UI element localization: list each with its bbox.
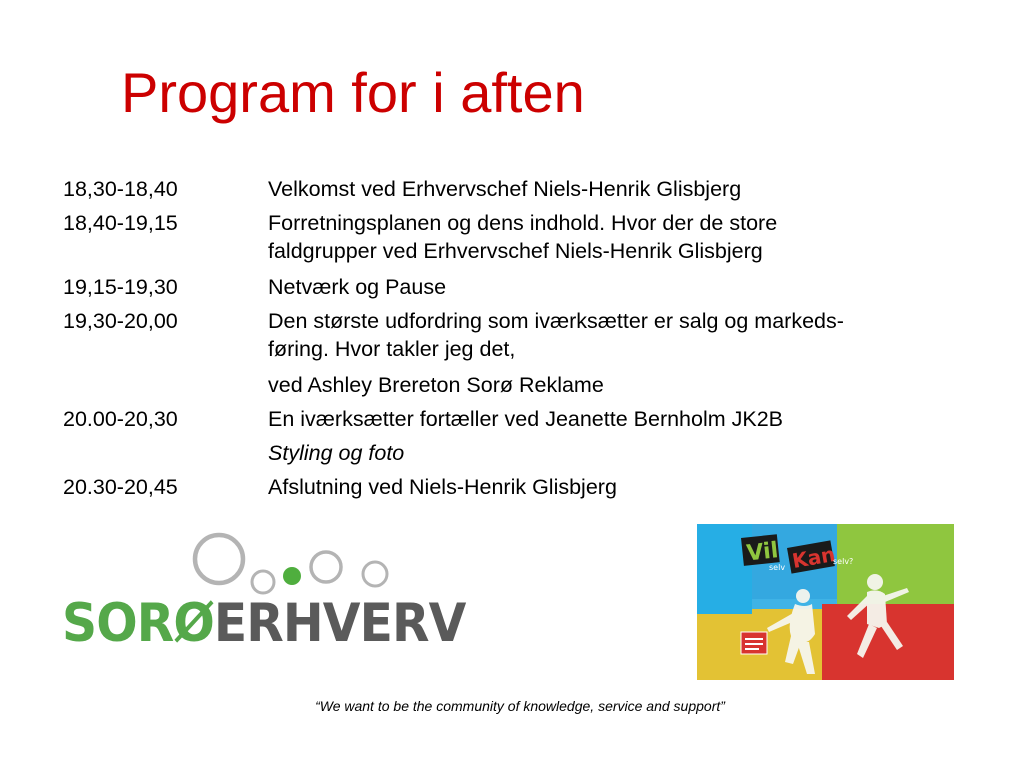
agenda-description	[268, 307, 973, 363]
agenda-time	[63, 369, 268, 401]
agenda-row	[63, 403, 973, 435]
agenda-description	[268, 173, 973, 205]
agenda-time: 18,40-19,15	[63, 211, 178, 235]
agenda-description-line: Velkomst ved Erhvervschef Niels-Henrik Glisbjerg	[268, 177, 742, 201]
agenda-description	[268, 403, 973, 435]
logo-circles-icon	[60, 528, 410, 598]
agenda-time: 20.30-20,45	[63, 475, 178, 499]
poster-illustration-icon	[697, 524, 954, 680]
agenda-description-line: Forretningsplanen og dens indhold. Hvor der de store	[268, 211, 778, 235]
logo-wordmark	[62, 594, 465, 654]
agenda-description-line: faldgrupper ved Erhvervschef Niels-Henrik Glisbjerg	[268, 239, 763, 263]
agenda-row	[63, 271, 973, 303]
poster-word-vil: Vil	[745, 538, 780, 567]
footer-quote: “We want to be the community of knowledge, service and support”	[315, 698, 725, 714]
agenda-description-line: Styling og foto	[268, 441, 405, 465]
soroe-erhverv-logo	[60, 528, 466, 663]
agenda-time: 20.00-20,30	[63, 407, 178, 431]
agenda-description	[268, 471, 973, 503]
vil-kan-poster-image	[697, 524, 954, 680]
agenda-time: 18,30-18,40	[63, 177, 178, 201]
agenda-description	[268, 437, 973, 469]
poster-word-selv: selv	[769, 563, 786, 572]
agenda-description-line: ved Ashley Brereton Sorø Reklame	[268, 373, 604, 397]
agenda-description-line: føring. Hvor takler jeg det,	[268, 337, 516, 361]
agenda-description-line: Den største udfordring som iværksætter er salg og markeds-	[268, 309, 844, 333]
agenda-description-line: Afslutning ved Niels-Henrik Glisbjerg	[268, 475, 617, 499]
poster-word-kan: Kan	[790, 541, 838, 574]
agenda-row	[63, 471, 973, 503]
agenda-description	[268, 369, 973, 401]
agenda-row	[63, 437, 973, 469]
agenda-description	[268, 209, 973, 265]
agenda-list	[63, 173, 973, 503]
agenda-time: 19,30-20,00	[63, 309, 178, 333]
agenda-description-line: En iværksætter fortæller ved Jeanette Bernholm JK2B	[268, 407, 784, 431]
logo-text-erhverv: ERHVERV	[213, 593, 466, 654]
agenda-description-line: Netværk og Pause	[268, 275, 447, 299]
agenda-row	[63, 209, 973, 265]
poster-word-selv-question: selv?	[833, 557, 854, 566]
agenda-description	[268, 271, 973, 303]
agenda-row	[63, 307, 973, 363]
agenda-row	[63, 173, 973, 205]
agenda-row	[63, 369, 973, 401]
slide-title: Program for i aften	[121, 61, 585, 124]
logo-text-soroe: SORØ	[62, 593, 214, 654]
agenda-time: 19,15-19,30	[63, 275, 178, 299]
agenda-time	[63, 437, 268, 469]
